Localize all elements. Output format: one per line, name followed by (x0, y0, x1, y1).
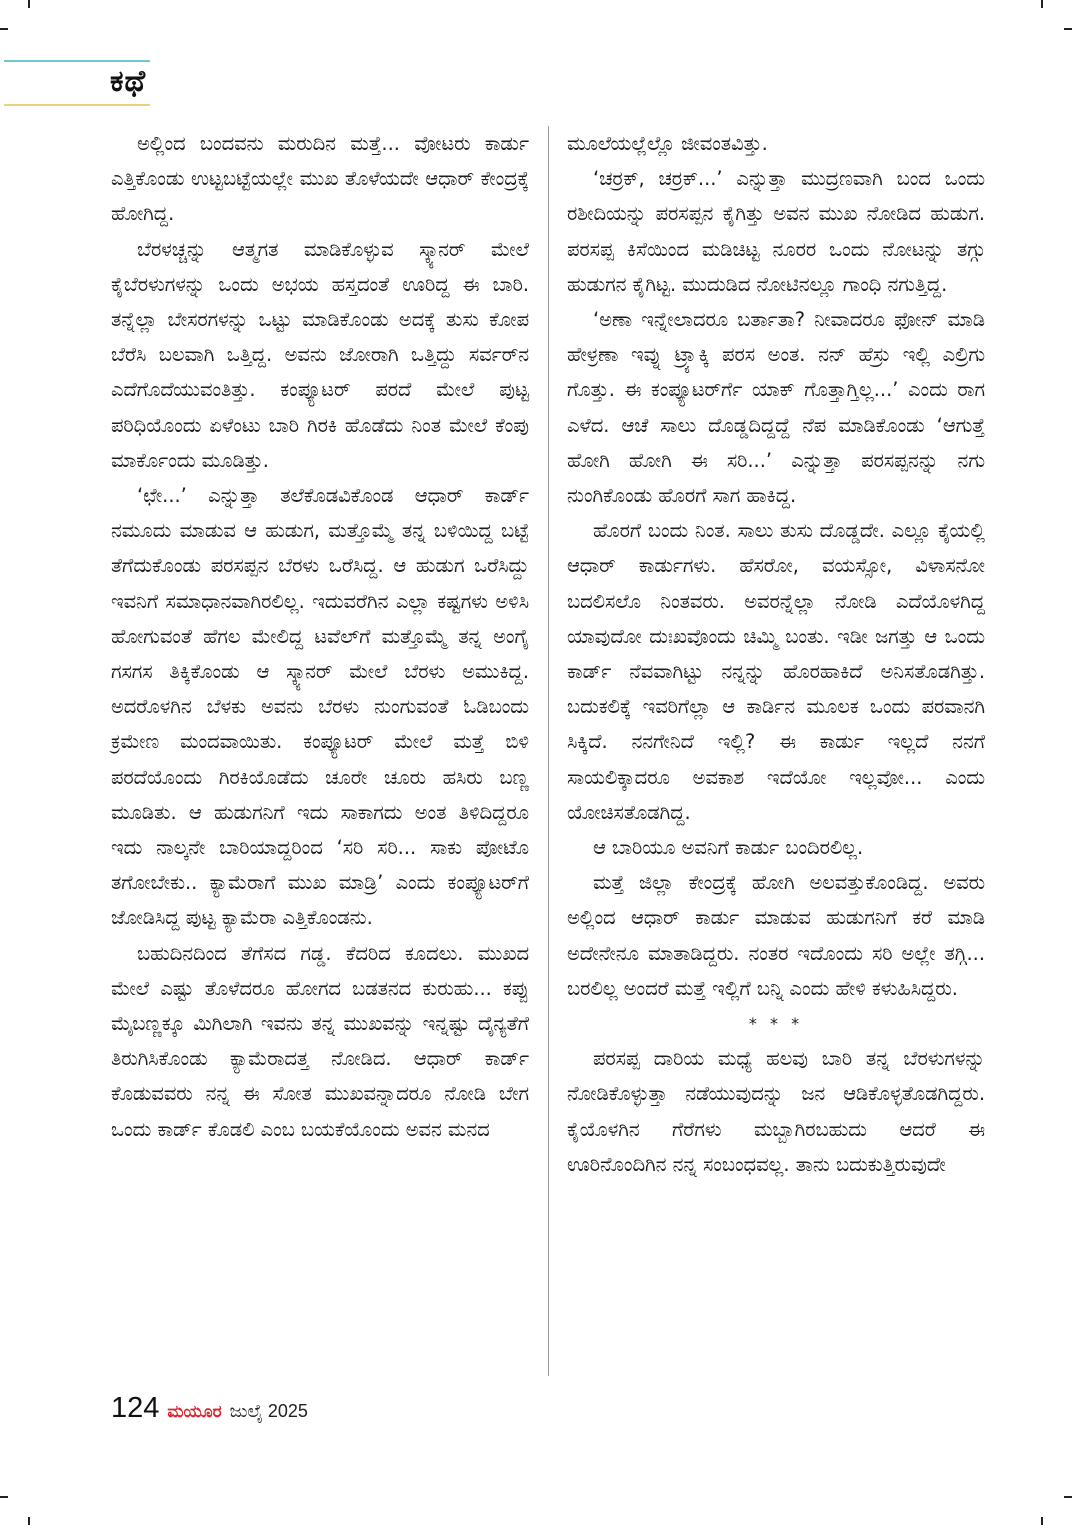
issue-date: ಜುಲೈ 2025 (229, 1401, 308, 1421)
section-rule-top (4, 60, 150, 62)
crop-mark (1041, 0, 1043, 8)
crop-mark (1064, 1496, 1072, 1498)
crop-mark (1041, 1517, 1043, 1525)
magazine-logo: ಮಯೂರ (167, 1402, 222, 1422)
crop-mark (28, 1517, 30, 1525)
section-rule-bottom (4, 104, 150, 106)
page-number: 124 (111, 1392, 160, 1424)
paragraph: ಆ ಬಾರಿಯೂ ಅವನಿಗೆ ಕಾರ್ಡು ಬಂದಿರಲಿಲ್ಲ. (593, 836, 864, 860)
crop-mark (0, 1496, 8, 1498)
section-break: * * * (748, 1014, 804, 1034)
crop-mark (0, 28, 8, 30)
paragraph: ಮತ್ತೆ ಜಿಲ್ಲಾ ಕೇಂದ್ರಕ್ಕೆ ಹೋಗಿ ಅಲವತ್ತುಕೊಂಡಿದ್ದ. ಅವರು ಅಲ್ಲಿಂದ ಆಧಾರ್ ಕಾರ್ಡು ಮಾಡುವ ಹುಡುಗನಿಗೆ ಕರೆ ಮಾಡಿ ಅದೇನೇನೂ ಮಾತಾಡಿದ್ದರು. ನಂತರ ಇದೊಂದು ಸರಿ ಅಲ್ಲೇ ತಗ್ಗಿ... ಬರಲಿಲ್ಲ ಅಂದರೆ ಮತ್ತೆ ಇಲ್ಲಿಗೆ ಬನ್ನಿ ಎಂದು ಹೇಳಿ ಕಳುಹಿಸಿದ್ದರು. (567, 871, 985, 1000)
crop-mark (1064, 28, 1072, 30)
page-folio (111, 1392, 308, 1428)
paragraph-continuation: ಮೂಲೆಯಲ್ಲೆಲ್ಲೊ ಜೀವಂತವಿತ್ತು. (567, 132, 768, 155)
crop-mark (28, 0, 30, 8)
paragraph: ಪರಸಪ್ಪ ದಾರಿಯ ಮಧ್ಯೆ ಹಲವು ಬಾರಿ ತನ್ನ ಬೆರಳುಗಳನ್ನು ನೋಡಿಕೊಳ್ಳುತ್ತಾ ನಡೆಯುವುದನ್ನು ಜನ ಆಡಿಕೊಳ್ಳತೊಡಗಿದ್ದರು. ಕೈಯೊಳಗಿನ ಗೆರೆಗಳು ಮಬ್ಬಾಗಿರಬಹುದು ಆದರೆ ಈ ಊರಿನೊಂದಿಗಿನ ನನ್ನ ಸಂಬಂಧವಲ್ಲ. ತಾನು ಬದುಕುತ್ತಿರುವುದೇ (567, 1047, 985, 1176)
paragraph: ಹೊರಗೆ ಬಂದು ನಿಂತ. ಸಾಲು ತುಸು ದೊಡ್ಡದೇ. ಎಲ್ಲೂ ಕೈಯಲ್ಲಿ ಆಧಾರ್ ಕಾರ್ಡುಗಳು. ಹೆಸರೋ, ವಯಸ್ಸೋ, ವಿಳಾಸನೋ ಬದಲಿಸಲೊ ನಿಂತವರು. ಅವರನ್ನೆಲ್ಲಾ ನೋಡಿ ಎದೆಯೊಳಗಿದ್ದ ಯಾವುದೋ ದುಃಖವೊಂದು ಚಿಮ್ಮಿ ಬಂತು. ಇಡೀ ಜಗತ್ತು ಆ ಒಂದು ಕಾರ್ಡ್ ನೆವವಾಗಿಟ್ಟು ನನ್ನನ್ನು ಹೊರಹಾಕಿದೆ ಅನಿಸತೊಡಗಿತ್ತು. ಬದುಕಲಿಕ್ಕೆ ಇವರಿಗೆಲ್ಲಾ ಆ ಕಾರ್ಡಿನ ಮೂಲಕ ಒಂದು ಪರವಾನಗಿ ಸಿಕ್ಕಿದೆ. ನನಗೇನಿದೆ ಇಲ್ಲಿ? ಈ ಕಾರ್ಡು ಇಲ್ಲದೆ ನನಗೆ ಸಾಯಲಿಕ್ಕಾದರೂ ಅವಕಾಶ ಇದೆಯೋ ಇಲ್ಲವೋ... ಎಂದು ಯೋಚಿಸತೊಡಗಿದ್ದ. (567, 519, 985, 824)
paragraph: ‘ಛೇ...’ ಎನ್ನುತ್ತಾ ತಲೆಕೊಡವಿಕೊಂಡ ಆಧಾರ್ ಕಾರ್ಡ್ ನಮೂದು ಮಾಡುವ ಆ ಹುಡುಗ, ಮತ್ತೊಮ್ಮೆ ತನ್ನ ಬಳಿಯಿದ್ದ ಬಟ್ಟೆ ತೆಗೆದುಕೊಂಡು ಪರಸಪ್ಪನ ಬೆರಳು ಒರೆಸಿದ್ದ. ಆ ಹುಡುಗ ಒರೆಸಿದ್ದು ಇವನಿಗೆ ಸಮಾಧಾನವಾಗಿರಲಿಲ್ಲ. ಇದುವರೆಗಿನ ಎಲ್ಲಾ ಕಷ್ಟಗಳು ಅಳಿಸಿ ಹೋಗುವಂತೆ ಹೆಗಲ ಮೇಲಿದ್ದ ಟವೆಲ್‌ಗೆ ಮತ್ತೊಮ್ಮೆ ತನ್ನ ಅಂಗೈ ಗಸಗಸ ತಿಕ್ಕಿಕೊಂಡು ಆ ಸ್ಕ್ಯಾನರ್ ಮೇಲೆ ಬೆರಳು ಅಮುಕಿದ್ದ. ಅದರೊಳಗಿನ ಬೆಳಕು ಅವನು ಬೆರಳು ನುಂಗುವಂತೆ ಓಡಿಬಂದು ಕ್ರಮೇಣ ಮಂದವಾಯಿತು. ಕಂಪ್ಯೂಟರ್ ಮೇಲೆ ಮತ್ತೆ ಬಿಳಿ ಪರದೆಯೊಂದು ಗಿರಕಿಯೊಡೆದು ಚೂರೇ ಚೂರು ಹಸಿರು ಬಣ್ಣ ಮೂಡಿತು. ಆ ಹುಡುಗನಿಗೆ ಇದು ಸಾಕಾಗದು ಅಂತ ತಿಳಿದಿದ್ದರೂ ಇದು ನಾಲ್ಕನೇ ಬಾರಿಯಾದ್ದರಿಂದ ‘ಸರಿ ಸರಿ... ಸಾಕು ಪೋಟೊ ತಗೋಬೇಕು.. ಕ್ಯಾಮೆರಾಗೆ ಮುಖ ಮಾಡ್ರಿ’ ಎಂದು ಕಂಪ್ಯೂಟರ್‌ಗೆ ಜೋಡಿಸಿದ್ದ ಪುಟ್ಟ ಕ್ಯಾಮೆರಾ ಎತ್ತಿಕೊಂಡನು. (111, 484, 529, 930)
paragraph: ‘ಅಣಾ ಇನ್ನೇಲಾದರೂ ಬರ್ತಾತಾ? ನೀವಾದರೂ ಫೋನ್ ಮಾಡಿ ಹೇಳ್ರಣಾ ಇವ್ನು ಟ್ರ್ಯಾಕ್ಕಿ ಪರಸ ಅಂತ. ನನ್ ಹೆಸ್ರು ಇಲ್ಲಿ ಎಲ್ರಿಗು ಗೊತ್ತು. ಈ ಕಂಪ್ಯೂಟರ್‌ರ್ಗೆ ಯಾಕ್ ಗೊತ್ತಾಗ್ತಿಲ್ಲ...’ ಎಂದು ರಾಗ ಎಳೆದ. ಆಚೆ ಸಾಲು ದೊಡ್ಡದಿದ್ದದ್ದೆ ನೆಪ ಮಾಡಿಕೊಂಡು ‘ಆಗುತ್ತೆ ಹೋಗಿ ಹೋಗಿ ಈ ಸರಿ...’ ಎನ್ನುತ್ತಾ ಪರಸಪ್ಪನನ್ನು ನಗು ನುಂಗಿಕೊಂಡು ಹೊರಗೆ ಸಾಗ ಹಾಕಿದ್ದ. (567, 308, 985, 508)
article-column-left (111, 126, 529, 1147)
paragraph: ಅಲ್ಲಿಂದ ಬಂದವನು ಮರುದಿನ ಮತ್ತೆ... ವೋಟರು ಕಾರ್ಡು ಎತ್ತಿಕೊಂಡು ಉಟ್ಟಬಟ್ಟೆಯಲ್ಲೇ ಮುಖ ತೊಳೆಯದೇ ಆಧಾರ್ ಕೇಂದ್ರಕ್ಕೆ ಹೋಗಿದ್ದ. (111, 132, 529, 226)
column-divider (548, 126, 549, 1376)
article-column-right (567, 126, 985, 1182)
paragraph: ‘ಚರ್ರಕ್, ಚರ್ರಕ್...’ ಎನ್ನುತ್ತಾ ಮುದ್ರಣವಾಗಿ ಬಂದ ಒಂದು ರಶೀದಿಯನ್ನು ಪರಸಪ್ಪನ ಕೈಗಿತ್ತು ಅವನ ಮುಖ ನೋಡಿದ ಹುಡುಗ. ಪರಸಪ್ಪ ಕಿಸೆಯಿಂದ ಮಡಿಚಿಟ್ಟ ನೂರರ ಒಂದು ನೋಟನ್ನು ತಗ್ಗು ಹುಡುಗನ ಕೈಗಿಟ್ಟ. ಮುದುಡಿದ ನೋಟಿನಲ್ಲೂ ಗಾಂಧಿ ನಗುತ್ತಿದ್ದ. (567, 167, 985, 296)
paragraph: ಬೆರಳಚ್ಚನ್ನು ಆತ್ಮಗತ ಮಾಡಿಕೊಳ್ಳುವ ಸ್ಕ್ಯಾನರ್ ಮೇಲೆ ಕೈಬೆರಳುಗಳನ್ನು ಒಂದು ಅಭಯ ಹಸ್ತದಂತೆ ಊರಿದ್ದ ಈ ಬಾರಿ. ತನ್ನೆಲ್ಲಾ ಬೇಸರಗಳನ್ನು ಒಟ್ಟು ಮಾಡಿಕೊಂಡು ಅದಕ್ಕೆ ತುಸು ಕೋಪ ಬೆರೆಸಿ ಬಲವಾಗಿ ಒತ್ತಿದ್ದ. ಅವನು ಜೋರಾಗಿ ಒತ್ತಿದ್ದು ಸರ್ವರ್‌ನ ಎದೆಗೊದೆಯುವಂತಿತ್ತು. ಕಂಪ್ಯೂಟರ್ ಪರದೆ ಮೇಲೆ ಪುಟ್ಟ ಪರಿಧಿಯೊಂದು ಏಳೆಂಟು ಬಾರಿ ಗಿರಕಿ ಹೊಡೆದು ನಿಂತ ಮೇಲೆ ಕೆಂಪು ಮಾರ್ಕೊಂದು ಮೂಡಿತ್ತು. (111, 237, 529, 472)
paragraph: ಬಹುದಿನದಿಂದ ತೆಗೆಸದ ಗಡ್ಡ. ಕೆದರಿದ ಕೂದಲು. ಮುಖದ ಮೇಲೆ ಎಷ್ಟು ತೊಳೆದರೂ ಹೋಗದ ಬಡತನದ ಕುರುಹು... ಕಪ್ಪು ಮೈಬಣ್ಣಕ್ಕೂ ಮಿಗಿಲಾಗಿ ಇವನು ತನ್ನ ಮುಖವನ್ನು ಇನ್ನಷ್ಟು ದೈನ್ಯತೆಗೆ ತಿರುಗಿಸಿಕೊಂಡು ಕ್ಯಾಮೆರಾದತ್ತ ನೋಡಿದ. ಆಧಾರ್ ಕಾರ್ಡ್ ಕೊಡುವವರು ನನ್ನ ಈ ಸೋತ ಮುಖವನ್ನಾದರೂ ನೋಡಿ ಬೇಗ ಒಂದು ಕಾರ್ಡ್ ಕೊಡಲಿ ಎಂಬ ಬಯಕೆಯೊಂದು ಅವನ ಮನದ (111, 941, 529, 1141)
section-title: ಕಥೆ (110, 64, 147, 99)
